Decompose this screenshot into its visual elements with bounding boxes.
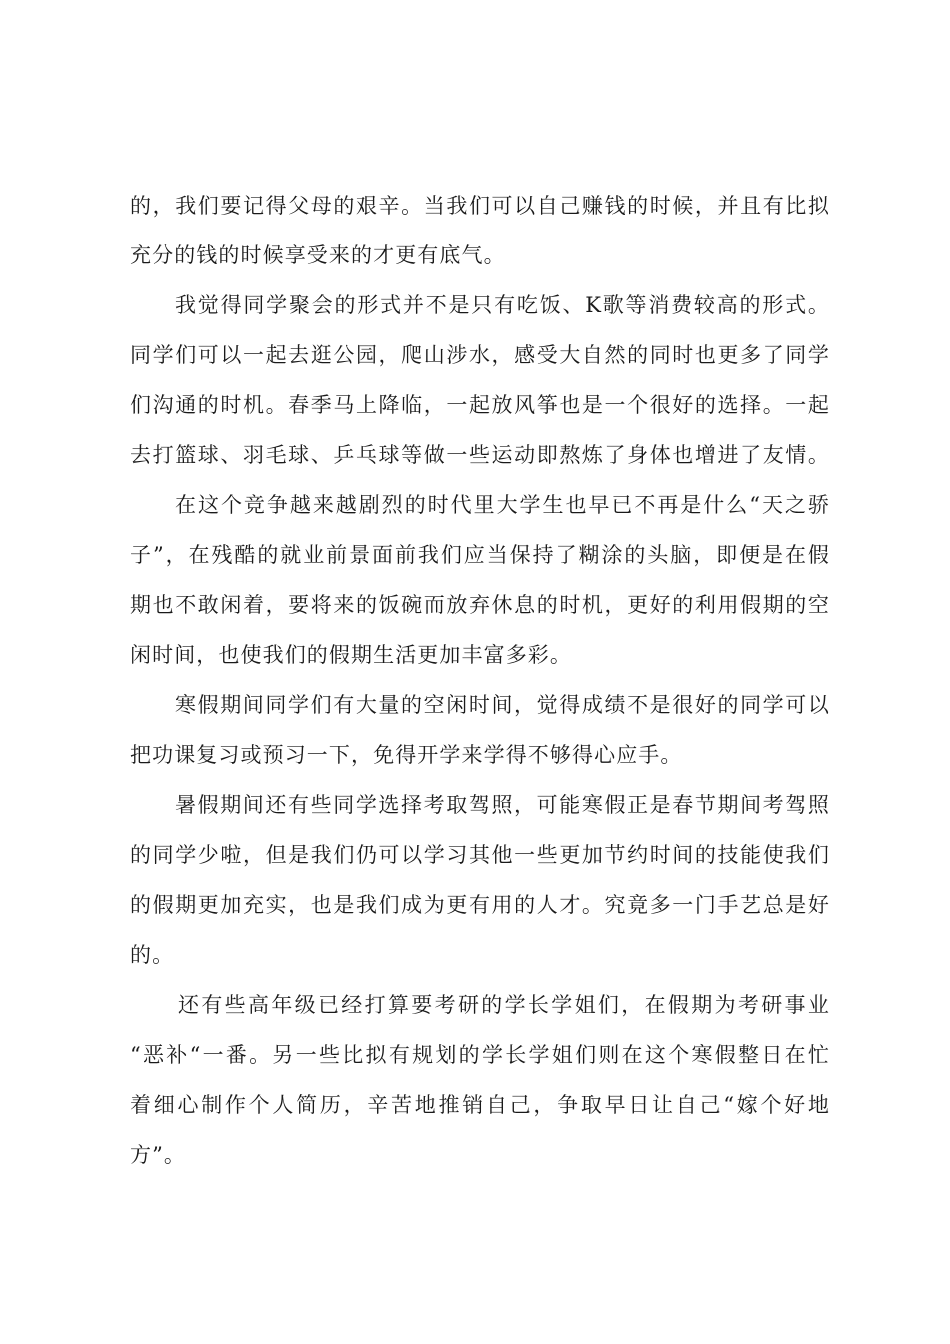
paragraph-3-line-4: 闲时间，也使我们的假期生活更加丰富多彩。 — [130, 643, 572, 667]
paragraph-6-line-1: 还有些高年级已经打算要考研的学长学姐们，在假期为考研事业 — [178, 993, 830, 1017]
paragraph-5-line-1: 暑假期间还有些同学选择考取驾照，可能寒假正是春节期间考驾照 — [175, 793, 830, 817]
paragraph-6-line-3: 着细心制作个人简历，辛苦地推销自己，争取早日让自己“嫁个好地 — [130, 1093, 830, 1117]
paragraph-4-line-1: 寒假期间同学们有大量的空闲时间，觉得成绩不是很好的同学可以 — [175, 693, 830, 717]
paragraph-3-line-3: 期也不敢闲着，要将来的饭碗而放弃休息的时机，更好的利用假期的空 — [130, 593, 830, 617]
paragraph-5-line-4: 的。 — [130, 943, 175, 967]
paragraph-3-line-2: 子”，在残酷的就业前景面前我们应当保持了糊涂的头脑，即便是在假 — [130, 543, 830, 567]
paragraph-2-line-1: 我觉得同学聚会的形式并不是只有吃饭、K歌等消费较高的形式。 — [175, 293, 830, 317]
paragraph-5-line-3: 的假期更加充实，也是我们成为更有用的人才。究竟多一门手艺总是好 — [130, 893, 830, 917]
paragraph-5-line-2: 的同学少啦，但是我们仍可以学习其他一些更加节约时间的技能使我们 — [130, 843, 830, 867]
paragraph-6-line-4: 方”。 — [130, 1143, 187, 1167]
paragraph-3-line-1: 在这个竞争越来越剧烈的时代里大学生也早已不再是什么“天之骄 — [175, 493, 830, 517]
paragraph-1-line-2: 充分的钱的时候享受来的才更有底气。 — [130, 243, 506, 267]
paragraph-2-line-2: 同学们可以一起去逛公园，爬山涉水，感受大自然的同时也更多了同学 — [130, 343, 830, 367]
paragraph-2-line-4: 去打篮球、羽毛球、乒乓球等做一些运动即熬炼了身体也增进了友情。 — [130, 443, 830, 467]
paragraph-4-line-2: 把功课复习或预习一下，免得开学来学得不够得心应手。 — [130, 743, 683, 767]
paragraph-1-line-1: 的，我们要记得父母的艰辛。当我们可以自己赚钱的时候，并且有比拟 — [130, 194, 830, 218]
paragraph-6-line-2: “恶补“一番。另一些比拟有规划的学长学姐们则在这个寒假整日在忙 — [130, 1043, 830, 1067]
paragraph-2-line-3: 们沟通的时机。春季马上降临，一起放风筝也是一个很好的选择。一起 — [130, 393, 830, 417]
